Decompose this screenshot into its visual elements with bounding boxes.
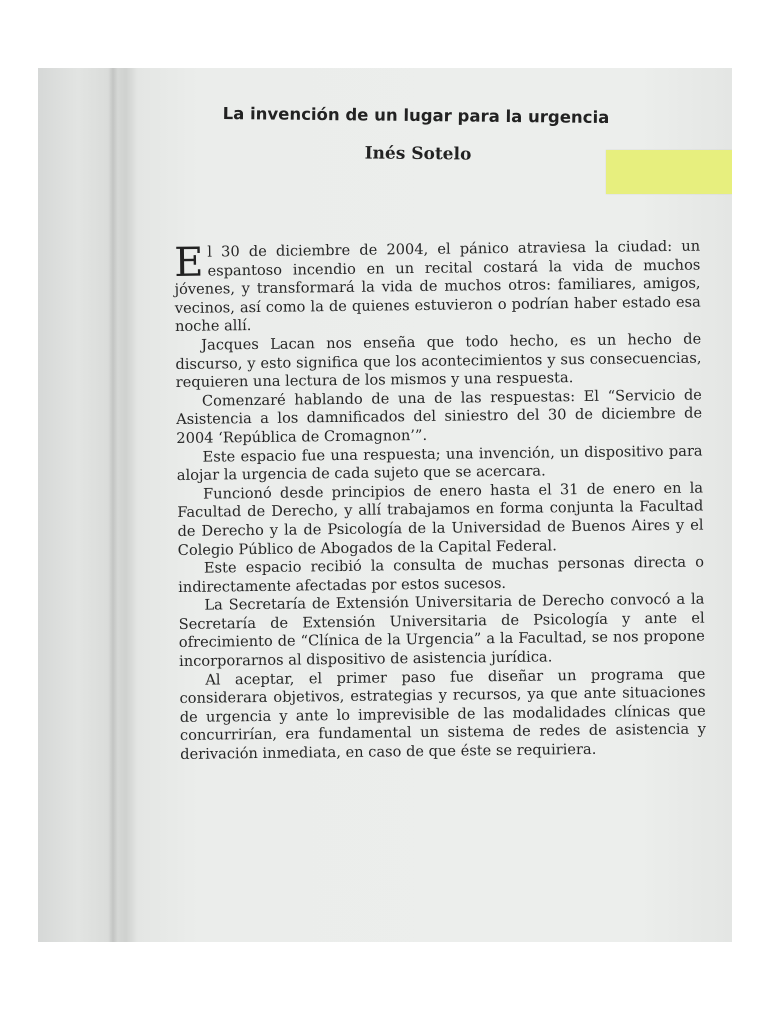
paragraph-7: La Secretaría de Extensión Universitaria de Derecho convocó a la Secretaría de Extensión Universitaria de Psicología y ante el ofrecimiento de “Clínica de la Urgencia” a la Facultad, se nos propone incorporarnos al dispositivo de asistencia jurídica. bbox=[178, 590, 705, 671]
book-spine-shadow bbox=[108, 68, 118, 942]
paragraph-5: Funcionó desde principios de enero hasta el 31 de enero en la Facultad de Derecho, y allí trabajamos en forma conjunta la Facultad de Derecho y la de Psicología de la Universidad de Buenos Aires y el Colegio Público de Abogados de la Capital Federal. bbox=[177, 479, 704, 559]
paragraph-1-text: l 30 de diciembre de 2004, el pánico atraviesa la ciudad: un espantoso incendio en un recital costará la vida de muchos jóvenes, y transformará la vida de muchos otros: familiares, amigos, vecinos, así como la de quienes estuvieron o podrían haber estado esa noche allí. bbox=[174, 237, 701, 336]
sticky-note bbox=[606, 150, 732, 194]
chapter-body bbox=[174, 238, 706, 765]
drop-cap: E bbox=[173, 239, 204, 286]
chapter-author: Inés Sotelo bbox=[364, 143, 472, 165]
book-page-photo bbox=[38, 68, 732, 942]
paragraph-6: Este espacio recibió la consulta de muchas personas directa o indirectamente afectadas por estos sucesos. bbox=[178, 553, 705, 596]
paragraph-1 bbox=[174, 238, 701, 337]
paragraph-2: Jacques Lacan nos enseña que todo hecho, es un hecho de discurso, y esto significa que los acontecimientos y sus consecuencias, requieren una lectura de los mismos y una respuesta. bbox=[175, 330, 702, 392]
paragraph-8: Al aceptar, el primer paso fue diseñar un programa que considerara objetivos, estrategias y recursos, ya que ante situaciones de urgencia y ante lo imprevisible de las modalidades clínicas que concurrirían, era fundamental un sistema de redes de asistencia y derivación inmediata, en caso de que éste se requiriera. bbox=[179, 665, 707, 763]
paragraph-4: Este espacio fue una respuesta; una invención, un dispositivo para alojar la urgencia de cada sujeto que se acercara. bbox=[176, 442, 703, 485]
paragraph-3: Comenzaré hablando de una de las respuestas: El “Servicio de Asistencia a los damnificados del siniestro del 30 de diciembre de 2004 ‘República de Cromagnon’”. bbox=[176, 386, 703, 447]
chapter-title: La invención de un lugar para la urgencia bbox=[222, 103, 610, 128]
